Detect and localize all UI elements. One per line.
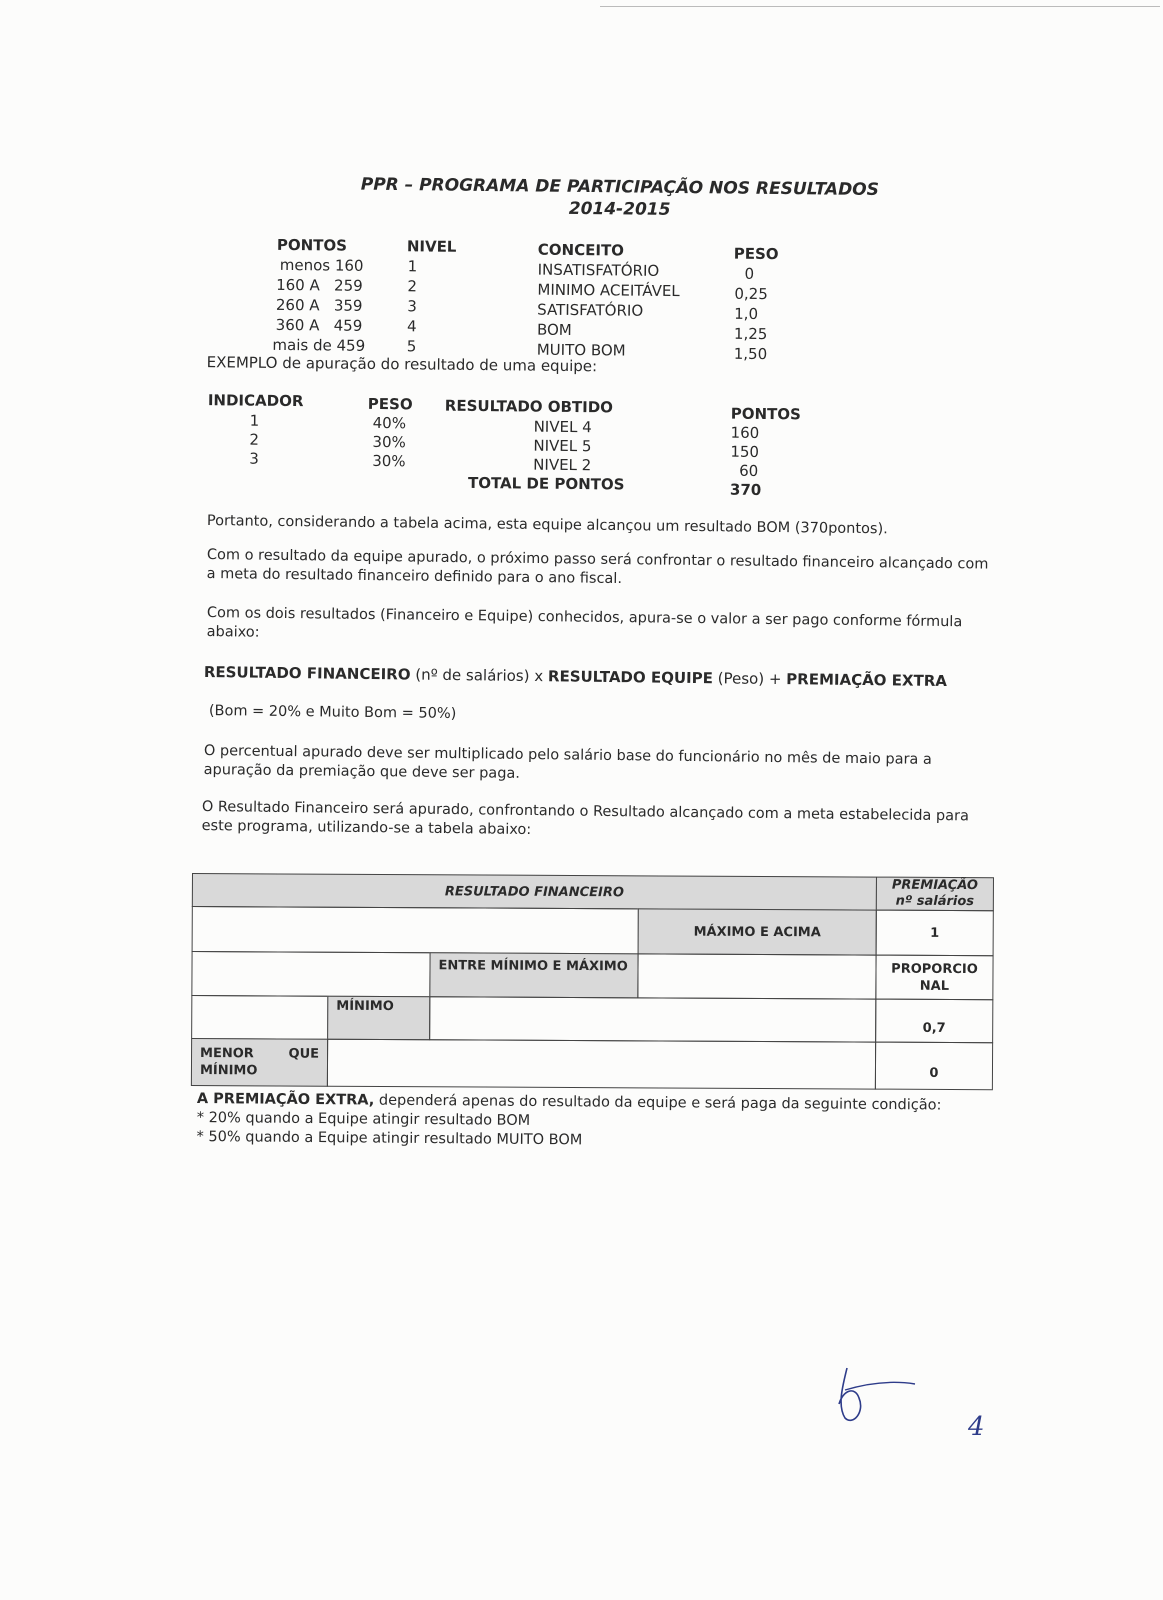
example-header-indicador: INDICADOR bbox=[207, 391, 304, 411]
maximo-label: MÁXIMO E ACIMA bbox=[693, 924, 821, 940]
example-row-3-peso: 30% bbox=[372, 451, 406, 471]
example-header-resultado: RESULTADO OBTIDO bbox=[444, 396, 614, 417]
example-total-value: 370 bbox=[729, 480, 762, 499]
levels-row-3-pontos: 260 A 359 bbox=[275, 295, 363, 315]
levels-table bbox=[0, 232, 1163, 376]
formula-salarios: (nº de salários) x bbox=[410, 665, 549, 686]
menor-cell bbox=[191, 1038, 328, 1087]
levels-row-3-peso: 1,0 bbox=[734, 304, 759, 323]
example-total-label: TOTAL DE PONTOS bbox=[467, 473, 625, 494]
example-row-1-pontos: 160 bbox=[730, 423, 760, 442]
levels-row-3-nivel: 3 bbox=[407, 297, 417, 316]
formula-peso: (Peso) + bbox=[712, 669, 787, 689]
minimo-cell bbox=[327, 996, 430, 1041]
example-row-2-resultado: NIVEL 5 bbox=[533, 436, 592, 456]
levels-row-5-nivel: 5 bbox=[406, 337, 417, 356]
title-line-1: PPR – PROGRAMA DE PARTICIPAÇÃO NOS RESULTADOS bbox=[360, 174, 880, 201]
financial-table bbox=[191, 873, 1014, 1107]
minimo-empty bbox=[429, 996, 876, 1042]
formula-resultado-financeiro: RESULTADO FINANCEIRO bbox=[203, 663, 411, 684]
levels-row-2-peso: 0,25 bbox=[734, 284, 768, 304]
levels-row-1-conceito: INSATISFATÓRIO bbox=[537, 260, 660, 280]
levels-row-1-nivel: 1 bbox=[407, 257, 418, 276]
example-row-1-resultado: NIVEL 4 bbox=[533, 417, 592, 437]
minimo-value-cell bbox=[875, 999, 993, 1044]
extra-line-1: * 20% quando a Equipe atingir resultado BOM bbox=[196, 1109, 531, 1129]
levels-row-5-pontos: mais de 459 bbox=[272, 335, 366, 355]
example-row-2-indicador: 2 bbox=[249, 430, 260, 449]
extra-lead: A PREMIAÇÃO EXTRA, bbox=[196, 1091, 375, 1109]
example-row-2-peso: 30% bbox=[372, 432, 406, 452]
maximo-value-cell bbox=[876, 910, 994, 957]
entre-label: ENTRE MÍNIMO E MÁXIMO bbox=[438, 958, 628, 975]
page-title bbox=[300, 173, 940, 224]
paragraph-formula-intro: Com os dois resultados (Financeiro e Equipe) conhecidos, apura-se o valor a ser pago conforme fórmula abaixo: bbox=[206, 604, 963, 641]
paragraph-conclusion: Portanto, considerando a tabela acima, esta equipe alcançou um resultado BOM (370pontos). bbox=[206, 512, 888, 538]
example-row-1-indicador: 1 bbox=[249, 411, 260, 430]
financial-header-label: RESULTADO FINANCEIRO bbox=[444, 883, 624, 900]
formula-premiacao-extra: PREMIAÇÃO EXTRA bbox=[786, 670, 948, 691]
levels-row-4-peso: 1,25 bbox=[733, 324, 768, 344]
row-minimo-empty bbox=[191, 995, 328, 1040]
maximo-value: 1 bbox=[930, 925, 940, 941]
menor-label: MENOR QUE MÍNIMO bbox=[199, 1046, 320, 1079]
signature-mark bbox=[825, 1360, 925, 1430]
minimo-value: 0,7 bbox=[922, 1020, 946, 1036]
levels-row-1-peso: 0 bbox=[744, 264, 755, 283]
example-row-3-resultado: NIVEL 2 bbox=[533, 455, 592, 475]
paragraph-resultado-financeiro: O Resultado Financeiro será apurado, confrontando o Resultado alcançado com a meta estabelecida para este programa, utilizando-se a tabela abaixo: bbox=[201, 798, 970, 839]
example-header-peso: PESO bbox=[367, 394, 413, 414]
example-row-3-pontos: 60 bbox=[739, 461, 759, 480]
levels-row-5-peso: 1,50 bbox=[733, 344, 768, 364]
premiacao-header bbox=[876, 877, 994, 912]
example-row-1-peso: 40% bbox=[372, 413, 407, 433]
paragraph-percentual: O percentual apurado deve ser multiplicado pelo salário base do funcionário no mês de maio para a apuração da premiação que deve ser paga. bbox=[203, 742, 932, 782]
levels-row-2-pontos: 160 A 259 bbox=[276, 275, 363, 295]
example-table bbox=[0, 388, 1163, 499]
title-line-2: 2014-2015 bbox=[568, 198, 671, 220]
menor-value-cell bbox=[875, 1042, 993, 1091]
entre-value-cell bbox=[875, 955, 993, 1001]
entre-empty bbox=[637, 953, 876, 999]
row-entre-empty bbox=[191, 951, 430, 997]
example-row-3-indicador: 3 bbox=[249, 449, 259, 468]
levels-row-1-pontos: menos 160 bbox=[279, 255, 364, 275]
levels-row-4-nivel: 4 bbox=[406, 317, 417, 336]
levels-row-3-conceito: SATISFATÓRIO bbox=[537, 300, 644, 320]
levels-row-5-conceito: MUITO BOM bbox=[536, 340, 626, 360]
entre-value: PROPORCIONAL bbox=[891, 961, 978, 994]
extra-section bbox=[197, 1090, 997, 1154]
paragraph-bom-muito-bom: (Bom = 20% e Muito Bom = 50%) bbox=[208, 702, 457, 723]
levels-header-pontos: PONTOS bbox=[276, 235, 348, 255]
page-number: 4 bbox=[968, 1412, 985, 1442]
financial-header bbox=[192, 873, 877, 911]
formula-line bbox=[204, 663, 1004, 692]
scan-edge-line bbox=[600, 6, 1160, 7]
levels-header-nivel: NIVEL bbox=[406, 237, 457, 256]
levels-row-2-conceito: MINIMO ACEITÁVEL bbox=[537, 280, 680, 301]
premiacao-header-label: PREMIAÇÃO nº salários bbox=[891, 877, 979, 910]
minimo-label: MÍNIMO bbox=[336, 998, 394, 1015]
levels-row-4-pontos: 360 A 459 bbox=[275, 315, 363, 335]
paragraph-next-step: Com o resultado da equipe apurado, o próximo passo será confrontar o resultado financeiro alcançado com a meta do resultado financeiro definido para o ano fiscal. bbox=[206, 546, 989, 588]
example-intro: EXEMPLO de apuração do resultado de uma equipe: bbox=[206, 353, 598, 376]
levels-header-conceito: CONCEITO bbox=[537, 240, 625, 260]
menor-empty bbox=[327, 1039, 876, 1090]
maximo-cell bbox=[638, 908, 877, 955]
levels-header-peso: PESO bbox=[733, 244, 779, 264]
example-row-2-pontos: 150 bbox=[730, 442, 760, 461]
levels-row-2-nivel: 2 bbox=[407, 277, 418, 296]
example-header-pontos: PONTOS bbox=[730, 404, 801, 424]
entre-cell bbox=[429, 952, 638, 998]
levels-row-4-conceito: BOM bbox=[536, 320, 572, 339]
menor-value: 0 bbox=[929, 1065, 939, 1081]
extra-rest: dependerá apenas do resultado da equipe e será paga da seguinte condição: bbox=[374, 1092, 942, 1114]
row-maximo-empty bbox=[192, 906, 639, 954]
formula-resultado-equipe: RESULTADO EQUIPE bbox=[547, 667, 714, 688]
extra-line-2: * 50% quando a Equipe atingir resultado MUITO BOM bbox=[196, 1128, 583, 1149]
